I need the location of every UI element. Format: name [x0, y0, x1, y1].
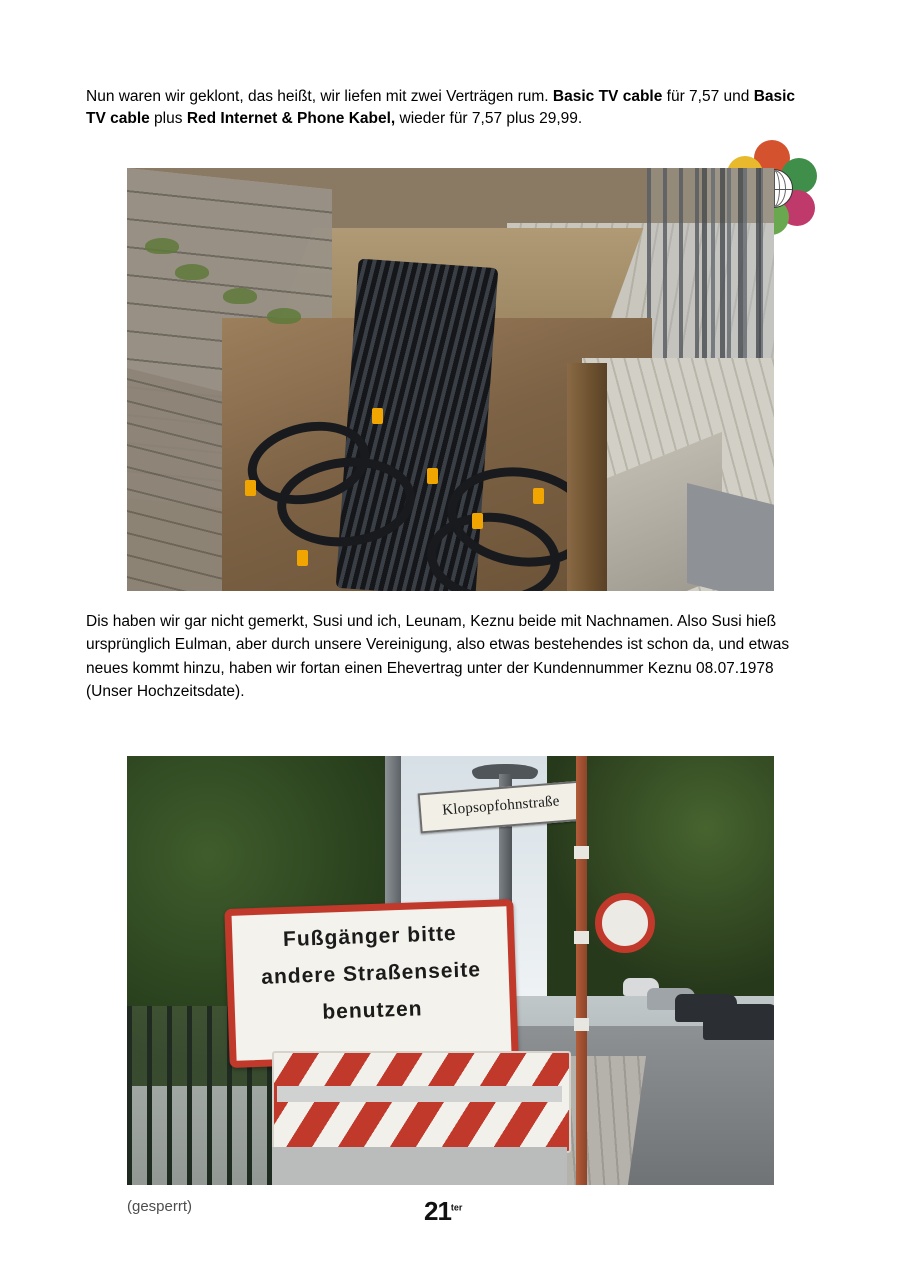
para-top-seg-5: Red Internet & Phone Kabel,: [186, 110, 396, 128]
para-top-seg-6: wieder für 7,57 plus 29,99.: [395, 110, 583, 128]
photo-street-scene: [127, 756, 774, 1185]
photo-barrier-gap: [277, 1086, 562, 1102]
photo-rusty-pole: [576, 756, 587, 1185]
photo-grass-tuft: [267, 308, 301, 324]
page-number-suffix: ter: [450, 1202, 463, 1213]
paragraph-middle: Dis haben wir gar nicht gemerkt, Susi und ich, Leunam, Keznu beide mit Nachnamen. Also Susi hieß ursprünglich Eulman, aber durch unsere Vereinigung, also etwas bestehendes ist schon da, und etwas neues kommt hinzu, haben wir fortan einen Ehevertrag unter der Kundennummer Keznu 08.07.1978 (Unser Hochzeitsdate).: [86, 613, 790, 700]
photo-pole-band: [574, 931, 589, 944]
para-top-seg-1: Basic TV cable: [552, 88, 663, 105]
footer-note: (gesperrt): [127, 1198, 193, 1215]
para-top-seg-0: Nun waren wir geklont, das heißt, wir liefen mit zwei Verträgen rum.: [86, 88, 553, 105]
page-number: [424, 1196, 462, 1227]
para-top-seg-3: Basic TV cable: [86, 88, 796, 128]
photo-cable-clip: [372, 408, 383, 424]
photo-road-barrier: [272, 1051, 571, 1153]
photo-pole-band: [574, 846, 589, 859]
para-top-seg-4: plus: [149, 110, 187, 128]
page-number-value: 21: [424, 1196, 451, 1226]
photo-cable-clip: [533, 488, 544, 504]
warning-sign-line-2: andere Straßenseite: [260, 958, 482, 989]
photo-parked-car: [703, 1004, 774, 1040]
photo-cable-clip: [297, 550, 308, 566]
photo-cable-trench: [127, 168, 774, 591]
warning-sign-line-3: benutzen: [321, 997, 423, 1024]
photo-pole-band: [574, 1018, 589, 1031]
photo-round-traffic-sign: [595, 893, 655, 953]
photo-barrier-legs: [272, 1147, 567, 1185]
photo-cable-clip: [472, 513, 483, 529]
photo-wooden-post: [567, 363, 607, 591]
warning-sign-line-1: Fußgänger bitte: [282, 922, 458, 952]
photo-grass-tuft: [145, 238, 179, 254]
photo-grass-tuft: [223, 288, 257, 304]
photo-cable-clip: [427, 468, 438, 484]
pedestrian-warning-sign: [224, 899, 518, 1068]
street-name-sign-label: Klopsopfohnstraße: [441, 793, 561, 819]
photo-cable-clip: [245, 480, 256, 496]
paragraph-top: [86, 86, 806, 131]
photo-grass-tuft: [175, 264, 209, 280]
para-top-seg-2: für 7,57 und: [662, 88, 754, 105]
